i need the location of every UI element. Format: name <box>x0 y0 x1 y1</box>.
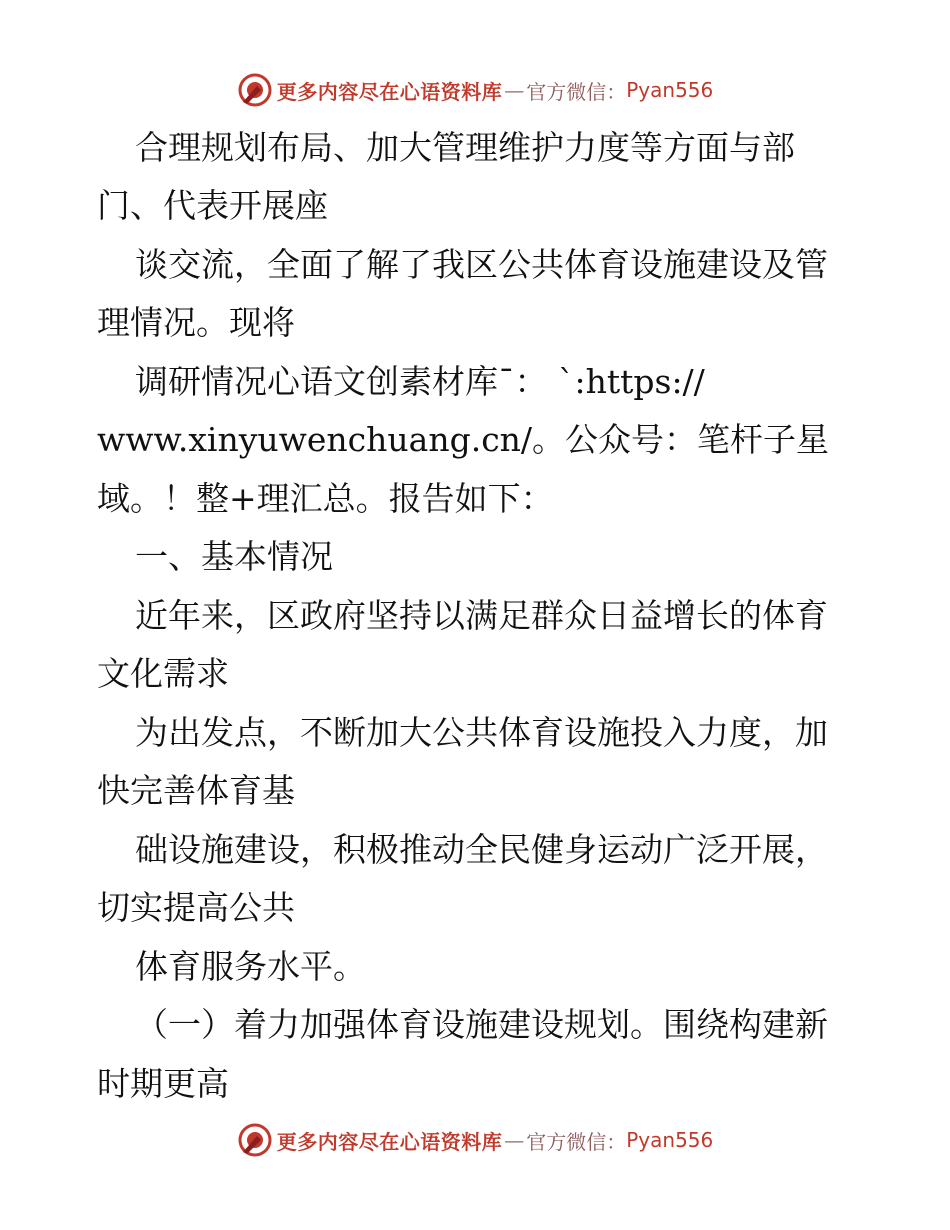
footer-dash: — <box>504 1128 525 1152</box>
text-line: 为出发点，不断加大公共体育设施投入力度，加 <box>135 713 828 752</box>
footer-watermark <box>0 1120 950 1160</box>
pen-logo-icon <box>237 72 273 108</box>
text-line: 文化需求 <box>97 654 229 693</box>
text-line: 调研情况心语文创素材库¯： `:https:// <box>135 362 705 401</box>
header-watermark <box>0 70 950 110</box>
text-line: 础设施建设，积极推动全民健身运动广泛开展， <box>135 830 828 869</box>
footer-wechat-label: 官方微信： <box>526 1129 627 1154</box>
text-line: 谈交流，全面了解了我区公共体育设施建设及管 <box>135 245 828 284</box>
footer-brand-text: 更多内容尽在心语资料库 <box>276 1129 503 1154</box>
text-line: www.xinyuwenchuang.cn/。公众号：笔杆子星 <box>97 420 830 459</box>
text-line: 体育服务水平。 <box>135 947 366 986</box>
header-dash: — <box>504 78 525 102</box>
section-heading: 一、基本情况 <box>135 537 333 576</box>
text-line: 域。！整+理汇总。报告如下： <box>97 479 554 518</box>
text-line: 快完善体育基 <box>97 771 295 810</box>
pen-logo-icon <box>237 1122 273 1158</box>
footer-wechat-id: Pyan556 <box>626 1128 714 1152</box>
text-line: 门、代表开展座 <box>97 186 328 225</box>
subsection-heading: （一）着力加强体育设施建设规划。围绕构建新 <box>135 1005 828 1044</box>
header-wechat-label: 官方微信： <box>526 79 627 104</box>
text-line: 合理规划布局、加大管理维护力度等方面与部 <box>135 128 795 167</box>
text-line: 切实提高公共 <box>97 888 295 927</box>
text-line: 理情况。现将 <box>97 303 295 342</box>
header-brand-text: 更多内容尽在心语资料库 <box>276 79 503 104</box>
header-wechat-id: Pyan556 <box>626 78 714 102</box>
text-line: 时期更高 <box>97 1064 229 1103</box>
text-line: 近年来，区政府坚持以满足群众日益增长的体育 <box>135 596 828 635</box>
